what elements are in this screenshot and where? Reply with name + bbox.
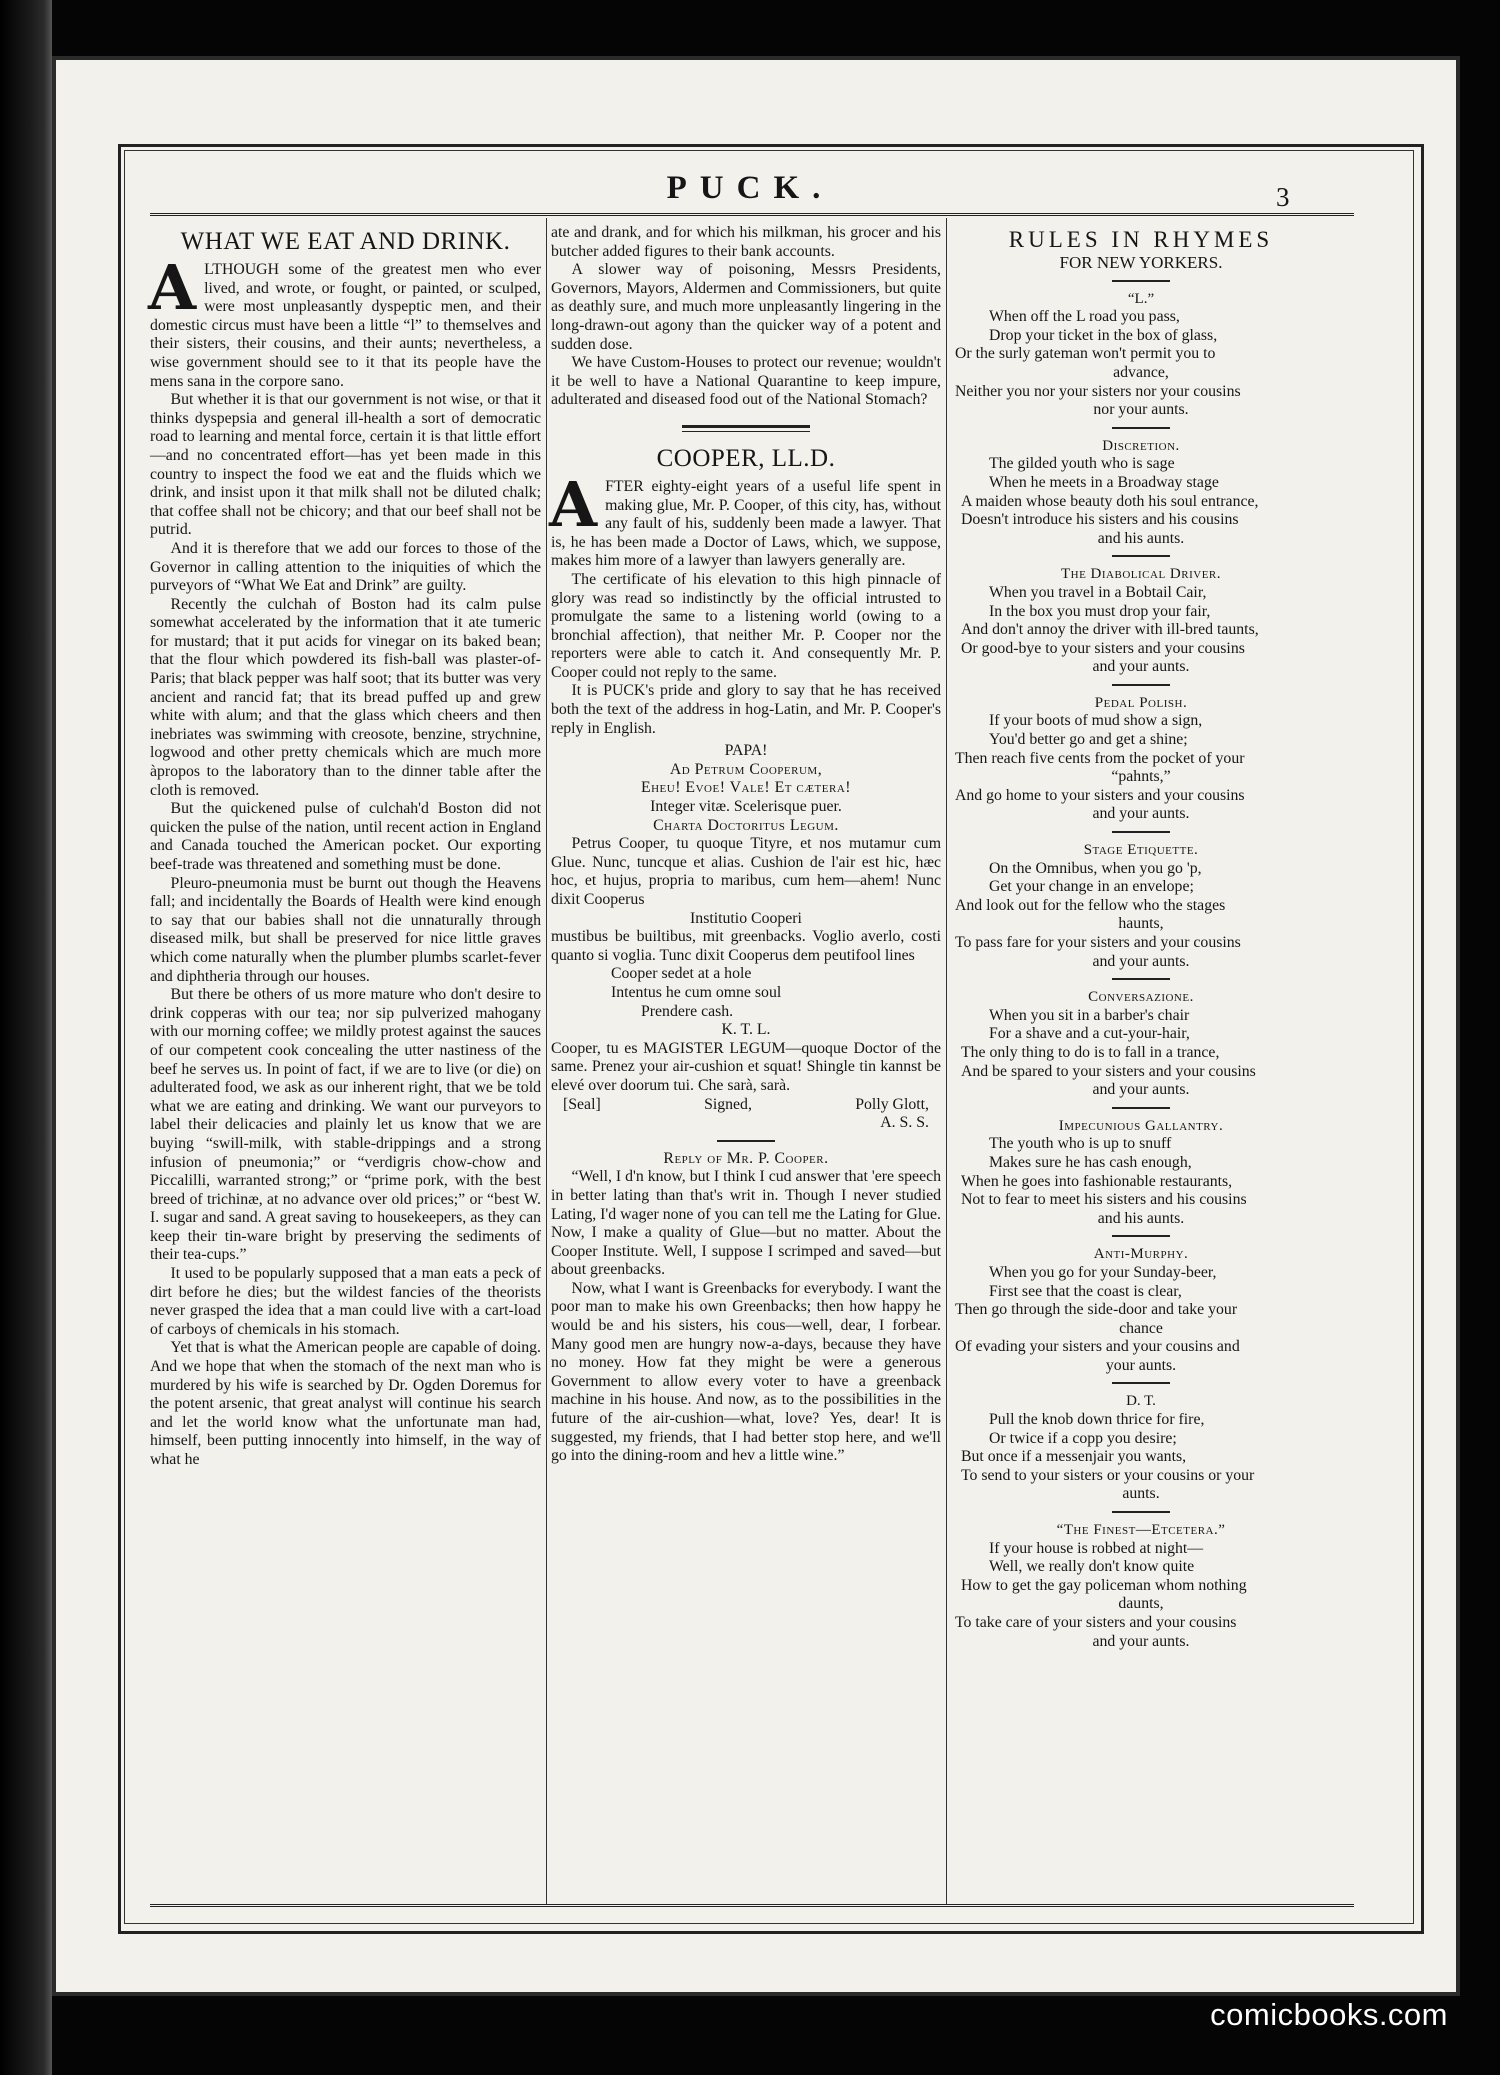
- rhyme-heading: Stage Etiquette.: [1083, 842, 1199, 859]
- rhyme-line: The only thing to do is to fall in a trance,: [961, 1043, 1220, 1061]
- section-divider: [1112, 555, 1170, 557]
- article-paragraph: We have Custom-Houses to protect our revenue; wouldn't it be well to have a National Quarantine to keep impure, adulterated and diseased food out of the National Stomach?: [551, 354, 941, 409]
- section-divider: [682, 425, 810, 432]
- article-paragraph: [549, 467, 941, 571]
- rhyme-heading: Pedal Polish.: [1094, 694, 1188, 711]
- rhyme-line: First see that the coast is clear,: [989, 1282, 1182, 1300]
- rhyme-heading: Discretion.: [1102, 437, 1180, 454]
- rhyme-line: Or the surly gateman won't permit you to: [955, 345, 1216, 363]
- rhyme-line: To take care of your sisters and your cousins: [955, 1614, 1237, 1631]
- rhyme-line: And don't annoy the driver with ill-bred taunts,: [961, 621, 1259, 639]
- rhyme-line: advance,: [1113, 363, 1169, 381]
- rhyme-line: When you go for your Sunday-beer,: [989, 1263, 1217, 1281]
- rhyme-stanza: [955, 860, 1327, 972]
- rhyme-stanza: [955, 712, 1327, 824]
- seal-label: [Seal]: [563, 1095, 601, 1113]
- reply-paragraph: Now, what I want is Greenbacks for everybody. I want the poor man to make his own Greenbacks; then how happy he would be and his sisters, his cous—well, dear, I forbear. Many good men are hungry now-a-days, because they have no money. How fat they might be were a generous Government to allow every voter to have a greenback machine in his house. And now, as to the possibilities in the future of the air-cushion—what, love? Yes, dear! It is suggested, my friends, that I had better stop here, and we'll go into the dining-room and hev a little wine.”: [551, 1279, 941, 1465]
- site-watermark: comicbooks.com: [1210, 1997, 1448, 2032]
- section-divider: [717, 1140, 775, 1142]
- article-paragraph: A slower way of poisoning, Messrs Presidents, Governors, Mayors, Aldermen and Commissioners, but quite as deathly sure, and much more unpleasantly lingering in the long-drawn-out agony than the quicker way of a potent and sudden dose.: [551, 261, 941, 353]
- section-divider: [1112, 1235, 1170, 1237]
- rhyme-line: A maiden whose beauty doth his soul entrance,: [961, 492, 1259, 510]
- rhyme-heading: Impecunious Gallantry.: [1058, 1117, 1224, 1134]
- rhyme-line: Makes sure he has cash enough,: [989, 1153, 1192, 1171]
- reply-paragraph: “Well, I d'n know, but I think I cud answer that 'ere speech in better lating than that's writ in. Though I never studied Lating, I'd wager none of you can tell me the Lating for Glue. Now, I make a quality of Glue—but no matter. About the Cooper Institute. Well, I suppose I scrimped and saved—but about greenbacks.: [551, 1168, 941, 1279]
- rhyme-line: When you sit in a barber's chair: [989, 1006, 1190, 1024]
- masthead-title: PUCK.: [666, 170, 834, 206]
- latin-verse-line: Intentus he cum omne soul: [611, 983, 782, 1001]
- signatory: [855, 1096, 929, 1133]
- signatory-title: A. S. S.: [880, 1114, 929, 1132]
- rhyme-line: The youth who is up to snuff: [989, 1135, 1172, 1153]
- section-divider: [1112, 280, 1170, 282]
- ktl-line: K. T. L.: [721, 1021, 771, 1039]
- rhymes-list: [955, 280, 1327, 1652]
- rhyme-line: Then reach five cents from the pocket of your: [955, 749, 1245, 767]
- rhyme-line: Not to fear to meet his sisters and his cousins: [961, 1191, 1247, 1209]
- rhyme-line: Neither you nor your sisters nor your cousins: [955, 382, 1241, 400]
- rhyme-line: Of evading your sisters and your cousins and: [955, 1338, 1240, 1356]
- article-paragraph: It used to be popularly supposed that a man eats a peck of dirt before he dies; but the wildest fancies of the theorists never grasped the idea that a man could live with a cart-load of carboys of chemicals in his stomach.: [150, 1265, 541, 1338]
- signed-label: Signed,: [704, 1095, 752, 1113]
- article-heading-what-we-eat: WHAT WE EAT AND DRINK.: [180, 228, 511, 255]
- article-paragraph: Pleuro-pneumonia must be burnt out though the Heavens fall; and incidentally the Boards of Health were kind enough to say that our babies shall not die unnaturally through diseased milk, but shall be preserved for nice little graves which come naturally when the plumber plumbs scarlet-fever and diphtheria through our houses.: [150, 874, 541, 985]
- rhyme-stanza: [955, 1264, 1327, 1376]
- rhyme-line: chance: [1119, 1319, 1163, 1337]
- article-paragraph: Recently the culchah of Boston had its calm pulse somewhat accelerated by the information that it ate tumeric for mustard; that it put acids for vinegar on its baked bean; that the flour which powdered its fish-ball was plaster-of-Paris; that black pepper was half soot; that its butter was very ancient and rancid fat; that its bread puffed up and grew white with alum; and that the glass which cheers and then inebriates was swimming with creosote, benzine, strychnine, logwood and other pretty chemicals which are much more àpropos to the laboratory than to the dinner table after the cloth is removed.: [150, 595, 541, 799]
- rhyme-line: Pull the knob down thrice for fire,: [989, 1411, 1205, 1429]
- section-divider: [1112, 978, 1170, 980]
- article-paragraph: The certificate of his elevation to this high pinnacle of glory was read so indistinctly by the official intrusted to promulgate the same to a listening world (owing to a bronchial affection), that neither Mr. P. Cooper nor the reporters were able to catch it. And consequently Mr. P. Cooper could not reply to the same.: [551, 570, 941, 681]
- rhyme-line: If your boots of mud show a sign,: [989, 712, 1203, 730]
- rhyme-stanza: [955, 1007, 1327, 1100]
- rhyme-line: Or good-bye to your sisters and your cousins: [961, 639, 1245, 657]
- latin-heading: Ad Petrum Cooperum,: [669, 760, 823, 778]
- rhyme-line: If your house is robbed at night—: [989, 1539, 1204, 1557]
- latin-heading: Integer vitæ. Scelerisque puer.: [650, 798, 842, 816]
- continued-paragraph: ate and drank, and for which his milkman, his grocer and his butcher added figures to their bank accounts.: [551, 224, 941, 260]
- rhyme-line: and your aunts.: [1092, 805, 1190, 823]
- rhyme-line: and your aunts.: [1092, 658, 1190, 676]
- rules-in-rhymes-title: RULES IN RHYMES: [1008, 227, 1274, 252]
- rhyme-line: your aunts.: [1105, 1356, 1177, 1374]
- section-divider: [1112, 427, 1170, 429]
- drop-cap: A: [148, 251, 197, 324]
- article-paragraph: But there be others of us more mature who don't desire to drink copperas with our tea; nor sip pulverized mahogany with our morning coffee; we mildly protest against the sauces of our competent cook concealing the utter nastiness of the beef he serves us. In point of fact, if we are to live (or die) on adulterated food, we ask as our inherent right, that we be told what we are eating and drinking. We want our purveyors to label their delicacies and plainly let us know that we are buying “swill-milk, with stable-drippings and a strong infusion of pneumonia;” or “verdigris chow-chow and Piccalilli, warranted strong;” or “prime pork, with the best breed of trichinæ, at no advance over old prices;” or “best W. I. sugar and sand. A great saving to housekeepers, as they can keep their tin-ware bright by preserving the sediments of their tea-cups.”: [150, 986, 541, 1264]
- rhyme-line: When off the L road you pass,: [989, 308, 1180, 326]
- column-2: [551, 224, 941, 1466]
- paragraph-text: LTHOUGH some of the greatest men who ever lived, and wrote, or fought, or painted, or sculped, were most unpleasantly dyspeptic men, and their domestic circus must have been a little “l” to themselves and their sisters, their cousins, and their aunts; nevertheless, a wise government should see to it that its people have the mens sana in the corpore sano.: [150, 261, 541, 390]
- rhyme-line: and his aunts.: [1097, 529, 1185, 547]
- rhyme-stanza: [955, 1540, 1327, 1652]
- rhyme-line: When he meets in a Broadway stage: [989, 473, 1219, 491]
- rhyme-line: “pahnts,”: [1111, 768, 1171, 786]
- rhyme-line: For a shave and a cut-your-hair,: [989, 1025, 1190, 1043]
- rhyme-line: haunts,: [1118, 915, 1164, 933]
- rhyme-line: and your aunts.: [1092, 1081, 1190, 1099]
- rhyme-line: daunts,: [1118, 1595, 1164, 1613]
- page-number: 3: [1276, 182, 1290, 212]
- rhyme-line: To pass fare for your sisters and your cousins: [955, 934, 1241, 951]
- rhyme-stanza: [955, 455, 1327, 548]
- rhyme-line: and your aunts.: [1092, 1632, 1190, 1650]
- latin-text: Cooper, tu es MAGISTER LEGUM—quoque Doctor of the same. Prenez your air-cushion et squat! Shingle tin kannst be elevé over doorum tui. Che sarà, sarà.: [551, 1039, 941, 1094]
- rhyme-stanza: [955, 1411, 1327, 1504]
- article-heading-cooper: COOPER, LL.D.: [656, 444, 836, 472]
- rhyme-line: When you travel in a Bobtail Cair,: [989, 583, 1207, 601]
- rhyme-line: On the Omnibus, when you go 'p,: [989, 859, 1202, 877]
- latin-text: Petrus Cooper, tu quoque Tityre, et nos mutamur cum Glue. Nunc, tuncque et alias. Cushion de l'air est hic, hæc hoc, et hujus, propria to maribus, cum hem—ahem! Nunc dixit Cooperus: [551, 835, 941, 908]
- rhyme-line: To send to your sisters or your cousins or your: [961, 1466, 1255, 1484]
- rhyme-line: and your aunts.: [1092, 952, 1190, 970]
- rules-in-rhymes-subtitle: FOR NEW YORKERS.: [1059, 253, 1223, 272]
- rhyme-line: You'd better go and get a shine;: [989, 731, 1188, 749]
- article-paragraph: Yet that is what the American people are capable of doing. And we hope that when the stomach of the next man who is murdered by his wife is searched by Dr. Ogden Doremus for the potent arsenic, that great analyst will continue his search and let the world know what the unfortunate man had, himself, been putting innocently into himself, in the way of what he: [150, 1339, 541, 1468]
- rhyme-stanza: [955, 308, 1327, 420]
- rhyme-line: The gilded youth who is sage: [989, 455, 1175, 473]
- rhyme-line: And be spared to your sisters and your cousins: [961, 1062, 1256, 1080]
- rhyme-line: When he goes into fashionable restaurants,: [961, 1172, 1233, 1190]
- column-divider-1: [546, 218, 547, 1904]
- section-divider: [1112, 1382, 1170, 1384]
- rhyme-line: And look out for the fellow who the stages: [955, 896, 1226, 914]
- rhyme-stanza: [955, 584, 1327, 677]
- rhyme-line: and his aunts.: [1097, 1209, 1185, 1227]
- rhyme-heading: Conversazione.: [1088, 989, 1194, 1006]
- reply-heading: Reply of Mr. P. Cooper.: [663, 1149, 829, 1167]
- article-paragraph: And it is therefore that we add our forces to those of the Governor in calling attention to the iniquities of which the purveyors of “What We Eat and Drink” are guilty.: [150, 539, 541, 595]
- rhyme-line: Then go through the side-door and take your: [955, 1301, 1238, 1319]
- latin-institutio: Institutio Cooperi: [690, 909, 802, 927]
- rhyme-line: Doesn't introduce his sisters and his cousins: [961, 511, 1239, 529]
- article-paragraph: It is PUCK's pride and glory to say that he has received both the text of the address in hog-Latin, and Mr. P. Cooper's reply in English.: [551, 682, 941, 737]
- column-1: [150, 224, 541, 1470]
- section-divider: [1112, 831, 1170, 833]
- rhyme-line: How to get the gay policeman whom nothing: [961, 1576, 1247, 1594]
- rhyme-line: Get your change in an envelope;: [989, 878, 1194, 896]
- papa-heading: PAPA!: [724, 742, 768, 760]
- rhyme-line: In the box you must drop your fair,: [989, 602, 1211, 620]
- latin-heading: Eheu! Evoe! Vale! Et cætera!: [640, 779, 852, 797]
- latin-verse-line: Cooper sedet at a hole: [611, 965, 752, 983]
- article-paragraph: [148, 251, 541, 391]
- latin-heading: Charta Doctoritus Legum.: [653, 816, 839, 834]
- signature-block: [551, 1096, 941, 1133]
- rhyme-heading: “The Finest—Etcetera.”: [1056, 1522, 1226, 1539]
- masthead-rule: [150, 213, 1354, 216]
- latin-verse-line: Prendere cash.: [641, 1002, 734, 1020]
- signatory-name: Polly Glott,: [855, 1095, 929, 1113]
- paragraph-text: FTER eighty-eight years of a useful life spent in making glue, Mr. P. Cooper, of this city, has, without any fault of his, suddenly been made a lawyer. That is, he has been made a Doctor of Laws, which, we suppose, makes him more of a lawyer than lawyers generally are.: [551, 477, 941, 570]
- section-divider: [1112, 1511, 1170, 1513]
- section-divider: [1112, 1107, 1170, 1109]
- rhyme-line: Well, we really don't know quite: [989, 1558, 1195, 1576]
- section-divider: [1112, 684, 1170, 686]
- rhyme-heading: D. T.: [1126, 1393, 1156, 1410]
- rhyme-heading: The Diabolical Driver.: [1060, 566, 1221, 583]
- rhyme-line: And go home to your sisters and your cousins: [955, 786, 1245, 804]
- column-divider-2: [946, 218, 947, 1904]
- rhyme-line: Drop your ticket in the box of glass,: [989, 326, 1218, 344]
- column-3: [955, 224, 1327, 1651]
- rhyme-heading: “L.”: [1127, 290, 1155, 307]
- rhyme-line: aunts.: [1122, 1485, 1160, 1503]
- article-paragraph: But the quickened pulse of culchah'd Boston did not quicken the pulse of the nation, until recent action in England and Canada touched the American pocket. Our exporting beef-trade was threatened and something must be done.: [150, 800, 541, 873]
- rhyme-heading: Anti-Murphy.: [1093, 1246, 1189, 1263]
- latin-text: mustibus be builtibus, mit greenbacks. Voglio averlo, costi quanto si voglia. Tunc dixit Cooperus dem peutifool lines: [551, 928, 941, 964]
- rhyme-line: Or twice if a copp you desire;: [989, 1429, 1177, 1447]
- article-paragraph: But whether it is that our government is not wise, or that it thinks dyspepsia and general ill-health a sort of democratic road to learning and mental force, certain it is that little effort —and no concentrated effort—has yet been made in this country to inspect the food we eat and the fluids which we drink, and insist upon it that milk shall not be diluted chalk; that coffee shall not be chicory; and that our beef shall not be putrid.: [150, 391, 541, 539]
- rhyme-line: nor your aunts.: [1093, 401, 1189, 419]
- rhyme-stanza: [955, 1135, 1327, 1228]
- bottom-rule: [150, 1904, 1354, 1907]
- rhyme-line: But once if a messenjair you wants,: [961, 1448, 1187, 1466]
- book-spine-shadow: [0, 0, 52, 2075]
- drop-cap: A: [549, 467, 598, 541]
